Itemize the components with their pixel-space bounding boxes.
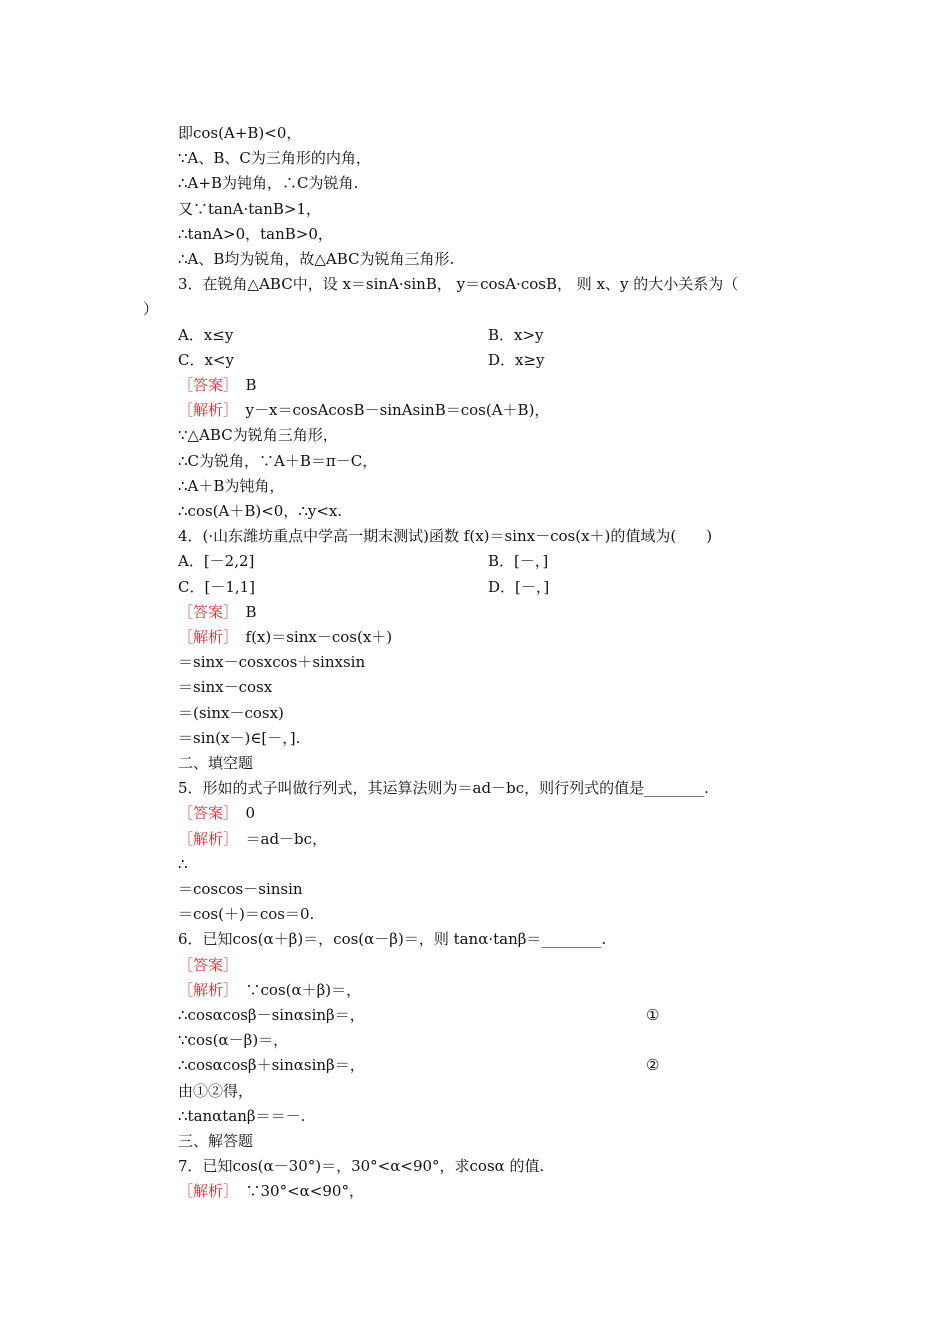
section-tag: ［解析］ [178,981,231,999]
text-line [178,451,377,471]
line-text: f(x)＝sinx－cos(x＋) [230,628,393,646]
text-line [178,173,358,193]
text-line [178,753,253,773]
line-text: ∴ [178,855,188,873]
text-line [178,703,284,723]
text-line [178,274,738,294]
text-line [178,501,342,521]
text-line [178,1131,253,1151]
line-text: ∴cosαcosβ－sinαsinβ＝， [178,1006,365,1024]
text-line [178,728,300,748]
line-text: ∴A、B均为锐角，故△ABC为锐角三角形. [178,250,455,268]
section-tag: ［答案］ [178,956,239,974]
line-text: ∴tanA>0，tanB>0， [178,225,333,243]
line-text: y－x＝cosAcosB－sinAsinB＝cos(A＋B)， [230,401,550,419]
text-line [178,1181,364,1201]
text-line [178,1106,305,1126]
text-line [178,854,188,874]
line-text: B [230,376,257,394]
line-text: 又∵tanA·tanB>1， [178,200,321,218]
text-line [178,199,321,219]
text-line [178,123,301,143]
text-line [178,476,284,496]
line-text: 7．已知cos(α－30°)＝，30°<α<90°，求cosα 的值. [178,1157,545,1175]
line-text: 6．已知cos(α＋β)＝，cos(α－β)＝，则 tanα·tanβ＝________. [178,930,607,948]
line-text: 0 [230,804,256,822]
line-text: 即cos(A+B)<0， [178,124,302,142]
text-line [178,375,257,395]
line-text: ∴cos(A＋B)<0，∴y<x. [178,502,343,520]
text-line [178,602,257,622]
text-line [178,400,549,420]
choice-option: C．x<y [178,351,234,369]
line-text: ∴A＋B为钝角， [178,477,285,495]
line-text: ∵cos(α－β)＝， [178,1031,289,1049]
text-line [178,1081,253,1101]
line-text: ） [143,300,159,318]
text-line [178,829,327,849]
line-text: ∵30°<α<90°， [230,1182,364,1200]
text-line [178,1005,365,1025]
line-text: ＝cos(＋)＝cos＝0. [178,905,315,923]
text-line [178,224,333,244]
line-text: ＝(sinx－cosx) [178,704,284,722]
text-line [143,299,158,319]
line-text: ∴cosαcosβ＋sinαsinβ＝， [178,1056,365,1074]
line-text: ∴C为锐角，∵A＋B＝π－C， [178,452,378,470]
choice-option: B．x>y [488,326,544,344]
line-text: 三、解答题 [178,1132,254,1150]
line-text: ∴A+B为钝角，∴C为锐角. [178,174,359,192]
choice-option: D．x≥y [488,351,545,369]
text-line [178,803,255,823]
choice-option: A．[－2,2] [178,552,255,570]
text-line [178,652,365,672]
line-text: 由①②得， [178,1082,254,1100]
section-tag: ［解析］ [178,1182,231,1200]
line-text: ＝sinx－cosxcos＋sinxsin [178,653,366,671]
section-tag: ［答案］ [178,376,231,394]
text-line [178,904,314,924]
text-line [178,526,712,546]
line-text: 5．形如的式子叫做行列式，其运算法则为＝ad－bc，则行列式的值是________. [178,779,709,797]
section-tag: ［答案］ [178,603,231,621]
line-text: ∵cos(α＋β)＝， [230,981,362,999]
text-line [178,980,361,1000]
text-line [178,249,454,269]
text-line [178,627,392,647]
line-text: ＝sin(x－)∈[－，]. [178,729,301,747]
section-tag: ［解析］ [178,830,231,848]
equation-number: ① [646,1006,660,1024]
text-line [178,1055,365,1075]
text-line [178,879,303,899]
line-text: 3．在锐角△ABC中，设 x＝sinA·sinB， y＝cosA·cosB， 则 x、y 的大小关系为（ [178,275,739,293]
line-text: B [230,603,257,621]
equation-number: ② [646,1056,660,1074]
section-tag: ［解析］ [178,401,231,419]
text-line [178,425,338,445]
line-text: ∴tanαtanβ＝＝－. [178,1107,306,1125]
text-line [178,955,238,975]
choice-option: B．[－，] [488,552,549,570]
line-text: 4．(·山东潍坊重点中学高一期末测试)函数 f(x)＝sinx－cos(x＋)的值域为( ) [178,527,713,545]
line-text: ＝coscos－sinsin [178,880,303,898]
text-line [178,778,709,798]
choice-option: D．[－，] [488,578,550,596]
section-tag: ［解析］ [178,628,231,646]
text-line [178,1156,544,1176]
text-line [178,929,606,949]
text-line [178,148,371,168]
text-line [178,677,272,697]
line-text: ＝sinx－cosx [178,678,273,696]
choice-option: C．[－1,1] [178,578,256,596]
line-text: ＝ad－bc， [230,830,328,848]
text-line [178,1030,288,1050]
line-text: ∵A、B、C为三角形的内角， [178,149,371,167]
section-tag: ［答案］ [178,804,231,822]
choice-option: A．x≤y [178,326,234,344]
line-text: ∵△ABC为锐角三角形， [178,426,338,444]
line-text: 二、填空题 [178,754,254,772]
